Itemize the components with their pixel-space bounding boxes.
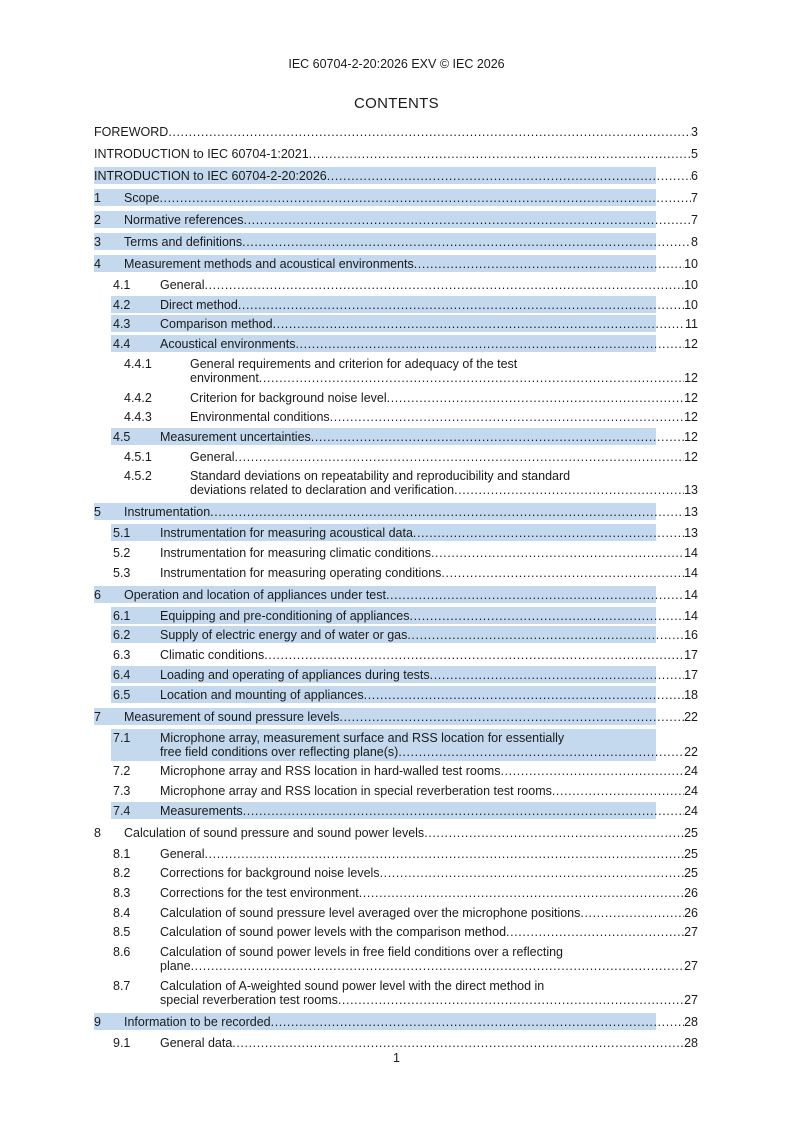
entry-number: 7.2 xyxy=(113,764,131,779)
entry-number: 8 xyxy=(94,825,101,840)
entry-number: 4.4.2 xyxy=(124,390,152,405)
leader-dots xyxy=(264,648,684,662)
entry-page: 11 xyxy=(685,317,698,332)
toc-entry[interactable] xyxy=(94,979,698,1007)
toc-entry[interactable] xyxy=(94,866,698,880)
entry-title: Calculation of A-weighted sound power level with the direct method in xyxy=(160,978,545,993)
entry-number: 5.3 xyxy=(113,565,131,580)
entry-page: 17 xyxy=(684,648,698,663)
leader-dots xyxy=(441,566,684,580)
toc-entry[interactable] xyxy=(94,357,698,385)
toc-entry[interactable] xyxy=(94,169,698,183)
toc-entry[interactable] xyxy=(94,1036,698,1050)
toc-entry[interactable] xyxy=(94,430,698,444)
entry-page: 13 xyxy=(684,483,698,498)
leader-dots xyxy=(359,886,684,900)
entry-title: General requirements and criterion for adequacy of the test xyxy=(190,356,518,371)
leader-dots xyxy=(204,847,684,861)
entry-page: 22 xyxy=(684,744,698,759)
entry-page: 10 xyxy=(684,297,698,312)
entry-title: Loading and operating of appliances during tests xyxy=(160,667,430,682)
leader-dots xyxy=(431,546,684,560)
entry-page: 24 xyxy=(684,803,698,818)
entry-title: Instrumentation xyxy=(124,505,211,520)
entry-title: Operation and location of appliances under test xyxy=(124,587,386,602)
entry-number: 3 xyxy=(94,235,101,249)
leader-dots xyxy=(295,337,684,351)
leader-dots xyxy=(386,588,684,602)
toc-entry[interactable] xyxy=(94,450,698,464)
toc-entry[interactable] xyxy=(94,886,698,900)
entry-page: 12 xyxy=(684,337,698,352)
entry-number: 8.2 xyxy=(113,866,131,881)
leader-dots xyxy=(552,784,684,798)
entry-number: 8.3 xyxy=(113,886,131,900)
entry-page: 7 xyxy=(691,213,698,227)
leader-dots xyxy=(380,866,685,880)
toc-entry[interactable] xyxy=(94,1015,698,1029)
toc-entry[interactable] xyxy=(94,826,698,840)
entry-title: Calculation of sound power levels in free field conditions over a reflecting xyxy=(160,945,564,960)
toc-entry[interactable] xyxy=(94,337,698,351)
entry-number: 4 xyxy=(94,257,101,271)
leader-dots xyxy=(330,410,684,424)
entry-title: Terms and definitions xyxy=(124,235,243,249)
entry-page: 10 xyxy=(684,257,698,271)
entry-page: 12 xyxy=(684,370,698,385)
toc-entry[interactable] xyxy=(94,469,698,497)
entry-title: Standard deviations on repeatability and reproducibility and standard xyxy=(190,469,571,484)
leader-dots xyxy=(232,1036,684,1050)
entry-page: 3 xyxy=(691,125,698,139)
entry-number: 6.3 xyxy=(113,648,131,663)
entry-number: 7.1 xyxy=(113,730,131,745)
entry-title: Calculation of sound pressure level averaged over the microphone positions xyxy=(160,905,581,920)
entry-title: FOREWORD xyxy=(94,125,169,139)
entry-page: 24 xyxy=(684,783,698,798)
entry-number: 6 xyxy=(94,587,101,602)
entry-title: Direct method xyxy=(160,297,238,312)
toc-entry[interactable] xyxy=(94,235,698,249)
entry-number: 4.3 xyxy=(113,317,131,332)
entry-page: 17 xyxy=(684,667,698,682)
entry-page: 14 xyxy=(684,546,698,560)
entry-title: General xyxy=(160,278,205,292)
entry-page: 14 xyxy=(684,565,698,580)
toc-entry[interactable] xyxy=(94,125,698,139)
entry-number: 6.4 xyxy=(113,667,131,682)
entry-page: 26 xyxy=(684,905,698,920)
entry-title: Microphone array and RSS location in special reverberation test rooms xyxy=(160,783,552,798)
leader-dots xyxy=(259,371,684,385)
toc-entry[interactable] xyxy=(94,278,698,292)
entry-page: 27 xyxy=(684,992,698,1007)
entry-title: Equipping and pre-conditioning of appliances xyxy=(160,608,410,623)
toc-entry[interactable] xyxy=(94,191,698,205)
leader-dots xyxy=(580,906,684,920)
entry-title: INTRODUCTION to IEC 60704-2-20:2026 xyxy=(94,169,327,183)
entry-number: 8.1 xyxy=(113,846,131,861)
entry-title: Instrumentation for measuring climatic conditions xyxy=(160,546,431,560)
entry-page: 8 xyxy=(691,235,698,249)
toc-entry[interactable] xyxy=(94,847,698,861)
contents-title: CONTENTS xyxy=(354,95,439,112)
leader-dots xyxy=(242,235,691,249)
entry-title: Supply of electric energy and of water or gas xyxy=(160,628,408,643)
toc-entry[interactable] xyxy=(94,257,698,271)
entry-title: Location and mounting of appliances xyxy=(160,687,364,702)
entry-number: 4.2 xyxy=(113,297,131,312)
entry-page: 12 xyxy=(684,390,698,405)
entry-title: Calculation of sound pressure and sound power levels xyxy=(124,825,425,840)
leader-dots xyxy=(273,317,685,331)
leader-dots xyxy=(410,609,685,623)
entry-page: 12 xyxy=(684,429,698,444)
leader-dots xyxy=(271,1015,684,1029)
toc-entry[interactable] xyxy=(94,764,698,778)
entry-title: INTRODUCTION to IEC 60704-1:2021 xyxy=(94,147,309,161)
leader-dots xyxy=(243,804,684,818)
entry-title: Normative references xyxy=(124,213,244,227)
leader-dots xyxy=(430,668,684,682)
entry-title: Criterion for background noise level xyxy=(190,390,387,405)
page-header: IEC 60704-2-20:2026 EXV © IEC 2026 xyxy=(288,57,505,71)
entry-number: 4.4.1 xyxy=(124,356,152,371)
toc-entry[interactable] xyxy=(94,505,698,519)
toc-entry[interactable] xyxy=(94,688,698,702)
entry-number: 4.4 xyxy=(113,337,131,352)
toc-entry[interactable] xyxy=(94,213,698,227)
entry-title: Measurement methods and acoustical environments xyxy=(124,257,414,271)
entry-page: 25 xyxy=(684,846,698,861)
toc-entry[interactable] xyxy=(94,588,698,602)
entry-number: 4.5 xyxy=(113,429,131,444)
toc-entry[interactable] xyxy=(94,410,698,424)
leader-dots xyxy=(500,764,684,778)
entry-page: 22 xyxy=(684,709,698,724)
entry-page: 28 xyxy=(684,1014,698,1029)
leader-dots xyxy=(168,125,691,139)
leader-dots xyxy=(159,191,691,205)
leader-dots xyxy=(244,213,692,227)
leader-dots xyxy=(338,993,684,1007)
toc-entry[interactable] xyxy=(94,906,698,920)
entry-number: 9.1 xyxy=(113,1035,131,1050)
entry-title: General data xyxy=(160,1035,233,1050)
entry-title: Comparison method xyxy=(160,317,273,332)
entry-title: Instrumentation for measuring acoustical data xyxy=(160,526,413,541)
entry-title: Climatic conditions xyxy=(160,648,265,663)
leader-dots xyxy=(364,688,684,702)
entry-title: General xyxy=(190,449,235,464)
toc-entry[interactable] xyxy=(94,731,698,759)
entry-title: Calculation of sound power levels with the comparison method xyxy=(160,925,507,940)
toc-entry[interactable] xyxy=(94,945,698,973)
entry-title: Microphone array, measurement surface and RSS location for essentially xyxy=(160,730,565,745)
entry-title: Microphone array and RSS location in hard-walled test rooms xyxy=(160,764,501,779)
leader-dots xyxy=(407,628,684,642)
entry-number: 8.5 xyxy=(113,925,131,940)
entry-title: Corrections for the test environment xyxy=(160,886,359,900)
entry-title: Measurements xyxy=(160,803,243,818)
entry-page: 7 xyxy=(691,191,698,205)
entry-title: Corrections for background noise levels xyxy=(160,866,380,881)
entry-page: 18 xyxy=(684,687,698,702)
toc-entry[interactable] xyxy=(94,147,698,161)
entry-number: 7 xyxy=(94,709,101,724)
toc-entry[interactable] xyxy=(94,925,698,939)
toc-entry[interactable] xyxy=(94,546,698,560)
entry-number: 9 xyxy=(94,1014,101,1029)
toc-entry[interactable] xyxy=(94,628,698,642)
entry-number: 5 xyxy=(94,505,101,520)
entry-number: 6.2 xyxy=(113,628,131,643)
toc-entry[interactable] xyxy=(94,317,698,331)
leader-dots xyxy=(238,298,684,312)
entry-number: 6.5 xyxy=(113,687,131,702)
entry-number: 2 xyxy=(94,213,101,227)
entry-title: General xyxy=(160,846,205,861)
leader-dots xyxy=(311,430,684,444)
leader-dots xyxy=(387,391,684,405)
toc-entry[interactable] xyxy=(94,804,698,818)
entry-number: 1 xyxy=(94,191,101,205)
entry-page: 12 xyxy=(684,410,698,425)
entry-title-continued: special reverberation test rooms xyxy=(160,992,338,1007)
entry-page: 25 xyxy=(684,825,698,840)
entry-page: 24 xyxy=(684,764,698,779)
entry-title: Acoustical environments xyxy=(160,337,296,352)
toc-entry[interactable] xyxy=(94,668,698,682)
leader-dots xyxy=(398,745,684,759)
entry-number: 4.4.3 xyxy=(124,410,152,425)
entry-title-continued: environment xyxy=(190,370,259,385)
entry-title: Instrumentation for measuring operating conditions xyxy=(160,565,442,580)
entry-page: 10 xyxy=(684,278,698,292)
leader-dots xyxy=(454,483,684,497)
entry-number: 4.5.1 xyxy=(124,449,152,464)
entry-page: 6 xyxy=(691,169,698,183)
entry-page: 27 xyxy=(684,959,698,974)
entry-number: 7.4 xyxy=(113,803,131,818)
entry-page: 25 xyxy=(684,866,698,881)
entry-page: 14 xyxy=(684,587,698,602)
entry-title-continued: plane xyxy=(160,959,191,974)
toc-entry[interactable] xyxy=(94,710,698,724)
entry-number: 4.1 xyxy=(113,278,131,292)
leader-dots xyxy=(309,147,691,161)
entry-number: 8.6 xyxy=(113,945,131,960)
entry-number: 4.5.2 xyxy=(124,469,152,484)
entry-page: 28 xyxy=(684,1035,698,1050)
leader-dots xyxy=(234,450,684,464)
entry-title: Measurement of sound pressure levels xyxy=(124,709,340,724)
entry-title: Measurement uncertainties xyxy=(160,429,311,444)
page-number: 1 xyxy=(393,1051,400,1065)
toc-entry[interactable] xyxy=(94,609,698,623)
entry-number: 8.4 xyxy=(113,905,131,920)
entry-page: 27 xyxy=(684,925,698,940)
toc-entry[interactable] xyxy=(94,526,698,540)
entry-title-continued: deviations related to declaration and verification xyxy=(190,483,455,498)
toc-entry[interactable] xyxy=(94,648,698,662)
toc-entry[interactable] xyxy=(94,566,698,580)
leader-dots xyxy=(327,169,691,183)
entry-title: Information to be recorded xyxy=(124,1014,271,1029)
entry-number: 8.7 xyxy=(113,978,131,993)
toc-entry[interactable] xyxy=(94,784,698,798)
leader-dots xyxy=(204,278,684,292)
entry-title: Environmental conditions xyxy=(190,410,330,425)
entry-page: 5 xyxy=(691,147,698,161)
entry-page: 26 xyxy=(684,886,698,900)
toc-entry[interactable] xyxy=(94,298,698,312)
entry-number: 6.1 xyxy=(113,608,131,623)
entry-page: 13 xyxy=(684,526,698,541)
leader-dots xyxy=(210,505,684,519)
entry-number: 5.1 xyxy=(113,526,131,541)
leader-dots xyxy=(424,826,684,840)
leader-dots xyxy=(339,710,684,724)
leader-dots xyxy=(413,526,684,540)
entry-title: Scope xyxy=(124,191,160,205)
entry-page: 13 xyxy=(684,505,698,520)
entry-title-continued: free field conditions over reflecting plane(s) xyxy=(160,744,399,759)
toc-entry[interactable] xyxy=(94,391,698,405)
entry-number: 7.3 xyxy=(113,783,131,798)
entry-page: 16 xyxy=(684,628,698,643)
leader-dots xyxy=(506,925,684,939)
entry-number: 5.2 xyxy=(113,546,131,560)
entry-page: 14 xyxy=(684,608,698,623)
leader-dots xyxy=(414,257,684,271)
entry-page: 12 xyxy=(684,449,698,464)
leader-dots xyxy=(191,959,685,973)
